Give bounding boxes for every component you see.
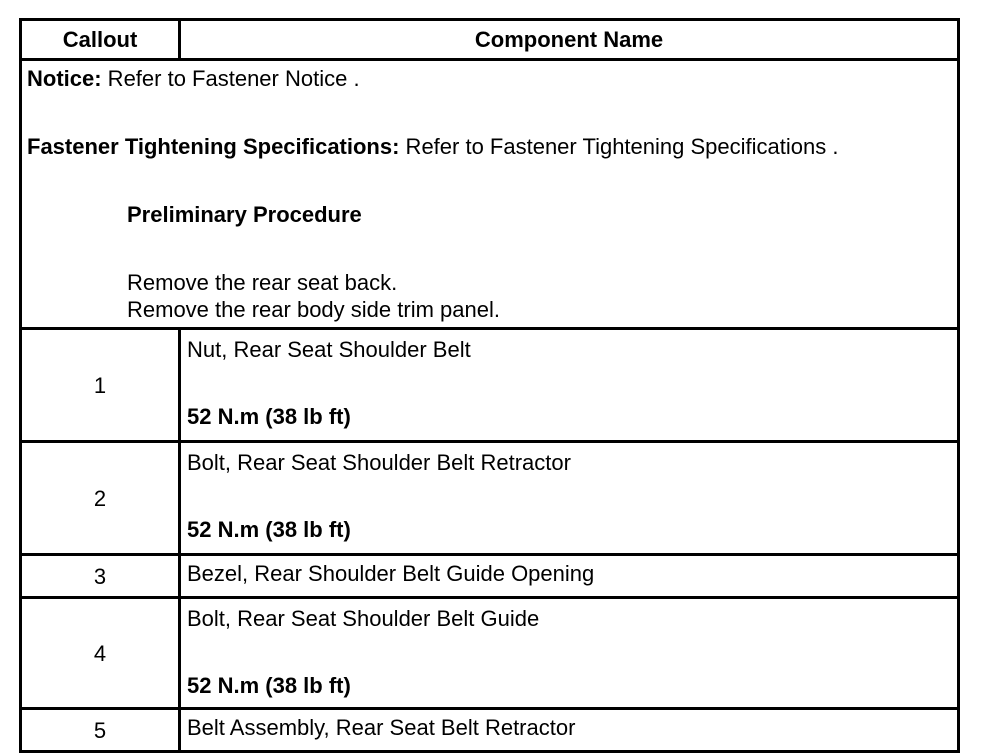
callout-cell: 3 [21, 555, 180, 598]
torque-spec: 52 N.m (38 lb ft) [187, 517, 351, 542]
callout-cell: 2 [21, 442, 180, 555]
procedure-step: Remove the rear seat back. [127, 270, 398, 295]
table-row [21, 598, 959, 709]
component-cell [180, 555, 959, 598]
notes-cell [21, 60, 959, 329]
component-cell [180, 709, 959, 752]
torque-spec: 52 N.m (38 lb ft) [187, 404, 351, 429]
table-row [21, 709, 959, 752]
table-row [21, 555, 959, 598]
notes-row [21, 60, 959, 329]
notice-text: Refer to Fastener Notice . [101, 66, 360, 91]
component-name: Belt Assembly, Rear Seat Belt Retractor [187, 715, 576, 740]
header-callout: Callout [21, 20, 180, 60]
fastener-spec-line [27, 133, 951, 160]
component-name: Nut, Rear Seat Shoulder Belt [187, 337, 471, 362]
torque-spec: 52 N.m (38 lb ft) [187, 673, 351, 698]
procedure-step: Remove the rear body side trim panel. [127, 297, 500, 322]
notice-line [27, 65, 951, 92]
component-name: Bolt, Rear Seat Shoulder Belt Guide [187, 606, 540, 631]
component-cell [180, 329, 959, 442]
header-component-name: Component Name [180, 20, 959, 60]
table-row [21, 442, 959, 555]
fastener-spec-text: Refer to Fastener Tightening Specifications . [399, 134, 839, 159]
component-name: Bolt, Rear Seat Shoulder Belt Retractor [187, 450, 571, 475]
table-row [21, 329, 959, 442]
notice-label: Notice: [27, 66, 102, 91]
callout-cell: 1 [21, 329, 180, 442]
header-row [21, 20, 959, 60]
component-cell [180, 598, 959, 709]
fastener-spec-label: Fastener Tightening Specifications: [27, 134, 400, 159]
component-name: Bezel, Rear Shoulder Belt Guide Opening [187, 561, 595, 586]
component-table [19, 18, 960, 753]
preliminary-procedure-heading: Preliminary Procedure [127, 202, 362, 227]
callout-cell: 4 [21, 598, 180, 709]
component-cell [180, 442, 959, 555]
callout-cell: 5 [21, 709, 180, 752]
